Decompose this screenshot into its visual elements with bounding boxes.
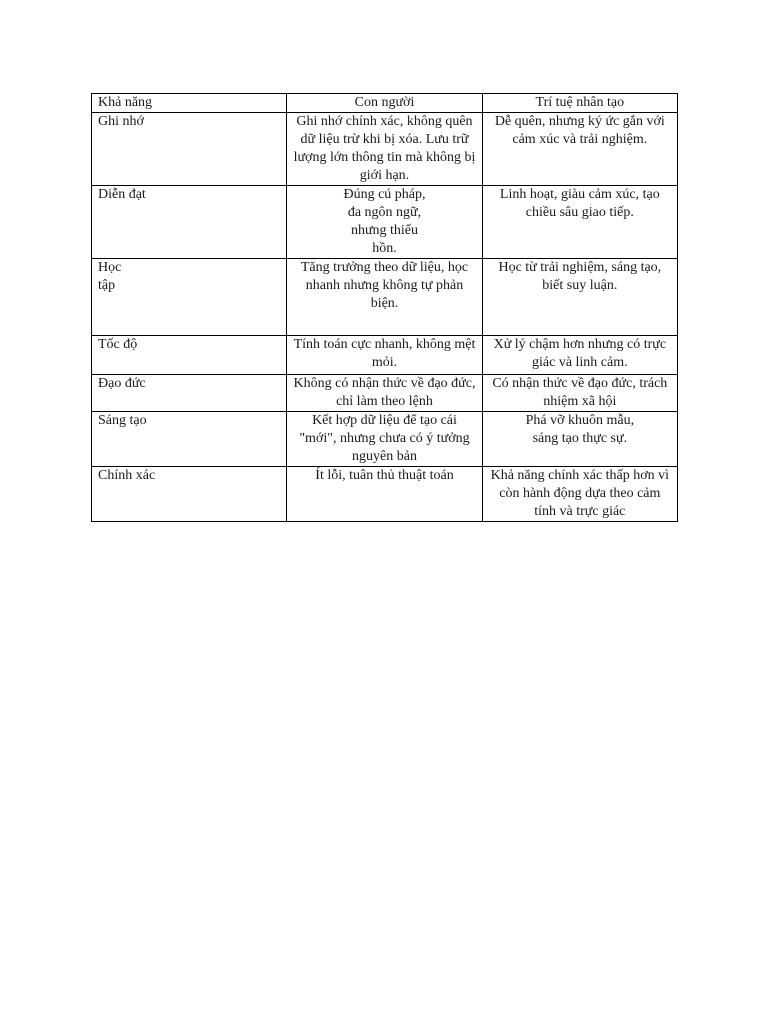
ai-cell: Có nhận thức về đạo đức, trách nhiệm xã hội: [482, 375, 677, 412]
human-cell: Đúng cú pháp, đa ngôn ngữ, nhưng thiếu hồn.: [287, 186, 482, 259]
human-cell: Kết hợp dữ liệu để tạo cái "mới", nhưng chưa có ý tưởng nguyên bản: [287, 412, 482, 467]
ai-cell: Dễ quên, nhưng ký ức gắn với cảm xúc và trải nghiệm.: [482, 113, 677, 186]
ai-cell: Xử lý chậm hơn nhưng có trực giác và linh cảm.: [482, 336, 677, 375]
table-row: [92, 412, 678, 467]
row-label: Đạo đức: [92, 375, 287, 412]
table-row: [92, 259, 678, 336]
human-cell: Ghi nhớ chính xác, không quên dữ liệu trừ khi bị xóa. Lưu trữ lượng lớn thông tin mà không bị giới hạn.: [287, 113, 482, 186]
human-cell: Tăng trưởng theo dữ liệu, học nhanh nhưng không tự phản biện.: [287, 259, 482, 336]
table-row: [92, 113, 678, 186]
table-header-row: [92, 94, 678, 113]
row-label: Diễn đạt: [92, 186, 287, 259]
row-label: Chính xác: [92, 467, 287, 522]
header-cell-human: Con người: [287, 94, 482, 113]
human-cell: Ít lỗi, tuân thủ thuật toán: [287, 467, 482, 522]
table-row: [92, 467, 678, 522]
table-row: [92, 375, 678, 412]
table-row: [92, 186, 678, 259]
ai-cell: Linh hoạt, giàu cảm xúc, tạo chiều sâu giao tiếp.: [482, 186, 677, 259]
row-label: Ghi nhớ: [92, 113, 287, 186]
row-label: Học tập: [92, 259, 287, 336]
ai-cell: Khả năng chính xác thấp hơn vì còn hành động dựa theo cảm tính và trực giác: [482, 467, 677, 522]
header-cell-capability: Khả năng: [92, 94, 287, 113]
row-label: Tốc độ: [92, 336, 287, 375]
ai-cell: Học từ trải nghiệm, sáng tạo, biết suy luận.: [482, 259, 677, 336]
table-row: [92, 336, 678, 375]
human-cell: Không có nhận thức về đạo đức, chỉ làm theo lệnh: [287, 375, 482, 412]
header-cell-ai: Trí tuệ nhân tạo: [482, 94, 677, 113]
ai-cell: Phá vỡ khuôn mẫu, sáng tạo thực sự.: [482, 412, 677, 467]
row-label: Sáng tạo: [92, 412, 287, 467]
comparison-table: [91, 93, 678, 522]
human-cell: Tính toán cực nhanh, không mệt mỏi.: [287, 336, 482, 375]
